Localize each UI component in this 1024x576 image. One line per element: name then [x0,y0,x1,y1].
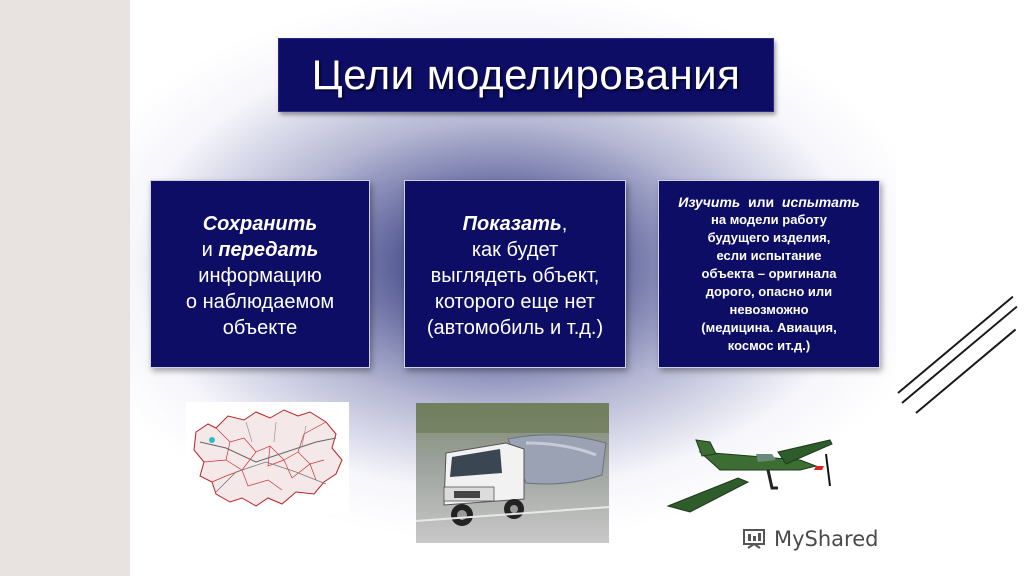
card-line: информацию [198,265,322,287]
card-line: если испытание [716,248,822,263]
slide-title: Цели моделирования [311,51,741,98]
card-line: на модели работу [711,212,827,227]
goal-card-study [658,180,880,368]
covered-truck-image [416,403,609,543]
slide [130,0,896,576]
card-line: как будет [471,239,559,261]
decorative-line [915,329,1016,414]
goal-card-show [404,180,626,368]
card-line: выглядеть объект, [430,265,600,287]
card-heading: Изучить или испытать [678,194,860,210]
card-line: дорого, опасно или [705,284,833,299]
decorative-line [901,306,1017,404]
goal-card-preserve [150,180,370,368]
right-decoration-panel [896,0,1024,576]
card-line: Показать, [462,213,568,235]
title-box [278,38,774,112]
card-line: будущего изделия, [707,230,831,245]
card-line: объекта – оригинала [701,266,837,281]
card-line: космос ит.д.) [727,338,811,353]
watermark [742,522,878,556]
myshared-logo-icon [742,526,768,552]
watermark-text: MyShared [774,527,879,551]
card-line: о наблюдаемом [185,291,335,313]
card-line: объекте [222,317,298,339]
card-line: Сохранить [202,213,318,235]
card-line: (автомобиль и т.д.) [426,317,604,339]
map-image [186,402,349,514]
card-line: которого еще нет [434,291,596,313]
card-line: (медицина. Авиация, [701,320,837,335]
card-line: и передать [201,239,319,261]
card-line: невозможно [729,302,809,317]
airplane-model-image [660,430,840,520]
